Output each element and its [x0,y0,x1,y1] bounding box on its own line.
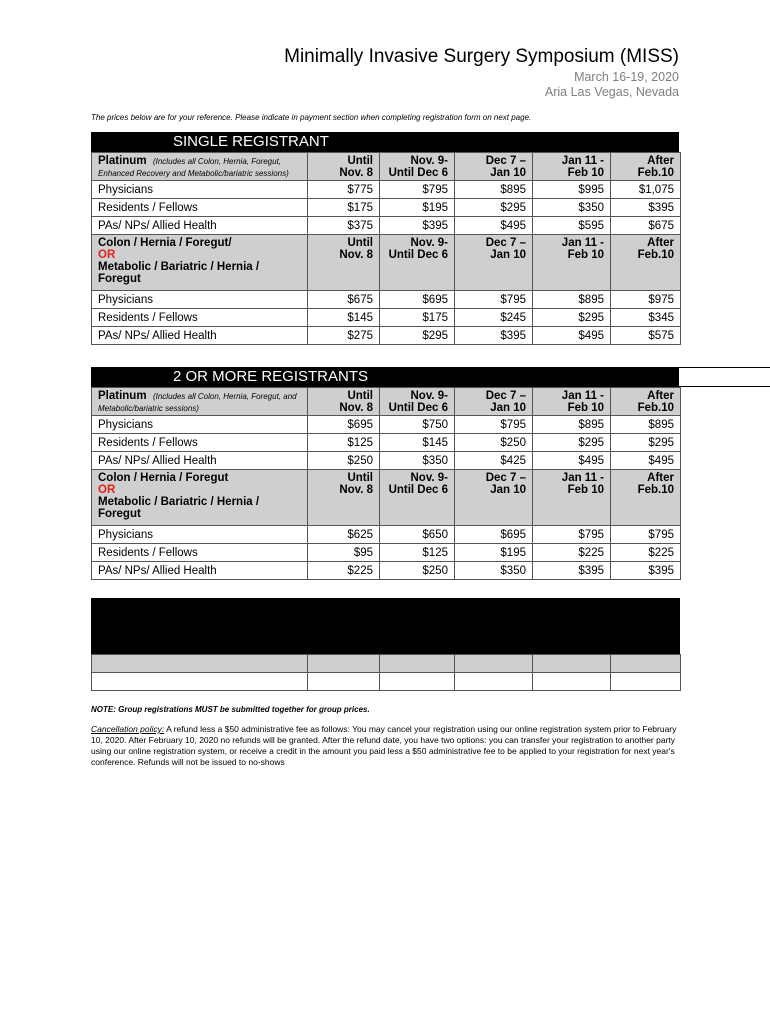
single-banner-label: SINGLE REGISTRANT [173,133,329,150]
col-header: Until Nov. 8 [308,470,380,526]
price-cell: $995 [533,181,611,199]
price-cell: $495 [533,452,611,470]
price-cell: $695 [380,291,455,309]
table-row [92,544,681,562]
price-cell: $395 [611,199,681,217]
price-cell: $895 [533,291,611,309]
col-header: Nov. 9- Until Dec 6 [380,388,455,416]
group-specialty-rows [92,526,681,580]
col-header: Nov. 9- Until Dec 6 [380,153,455,181]
platinum-title: Platinum [98,390,147,402]
price-cell: $350 [455,562,533,580]
col-header: Until Nov. 8 [308,388,380,416]
col-header: Dec 7 – Jan 10 [455,388,533,416]
row-label: Residents / Fellows [92,199,308,217]
table-row [92,655,681,673]
page-title: Minimally Invasive Surgery Symposium (MISS) [284,46,679,67]
price-cell: $225 [611,544,681,562]
price-cell: $145 [308,309,380,327]
table-row [92,309,681,327]
col-header: Jan 11 - Feb 10 [533,235,611,291]
specialty-line2: Metabolic / Bariatric / Hernia / Foregut [98,496,260,520]
table-row [92,526,681,544]
price-cell: $125 [308,434,380,452]
price-cell: $395 [533,562,611,580]
table-row [92,199,681,217]
event-dates: March 16-19, 2020 [574,70,679,84]
or-label: OR [98,484,116,496]
price-cell: $595 [533,217,611,235]
row-label: PAs/ NPs/ Allied Health [92,452,308,470]
price-cell: $650 [380,526,455,544]
group-note: NOTE: Group registrations MUST be submitted together for group prices. [91,705,370,714]
intro-note: The prices below are for your reference. Please indicate in payment section when completing registration form on next page. [91,113,532,122]
single-registrant-banner [91,132,679,152]
price-cell: $895 [533,416,611,434]
col-header: Nov. 9- Until Dec 6 [380,470,455,526]
table-row [92,291,681,309]
col-header: Until Nov. 8 [308,235,380,291]
single-platinum-rows [92,181,681,235]
price-cell: $295 [455,199,533,217]
row-label: Residents / Fellows [92,434,308,452]
blank-table [91,654,681,691]
price-cell: $125 [380,544,455,562]
price-cell: $350 [533,199,611,217]
table-header-row [92,470,681,526]
price-cell: $695 [455,526,533,544]
col-header: After Feb.10 [611,388,681,416]
price-cell: $245 [455,309,533,327]
price-cell: $425 [455,452,533,470]
row-label: PAs/ NPs/ Allied Health [92,327,308,345]
price-cell: $795 [533,526,611,544]
row-label: Physicians [92,526,308,544]
row-label: Physicians [92,291,308,309]
price-cell: $175 [380,309,455,327]
col-header: Until Nov. 8 [308,153,380,181]
divider [679,367,770,368]
price-cell: $295 [611,434,681,452]
price-cell: $275 [308,327,380,345]
price-cell: $895 [611,416,681,434]
col-header: Jan 11 - Feb 10 [533,153,611,181]
col-header: After Feb.10 [611,470,681,526]
event-venue: Aria Las Vegas, Nevada [544,85,679,99]
specialty-line1: Colon / Hernia / Foregut [98,472,229,484]
platinum-title: Platinum [98,155,147,167]
specialty-line1: Colon / Hernia / Foregut/ [98,237,232,249]
price-cell: $350 [380,452,455,470]
platinum-header [92,388,308,416]
specialty-line2: Metabolic / Bariatric / Hernia / Foregut [98,261,260,285]
row-label: Residents / Fellows [92,544,308,562]
table-header-row [92,153,681,181]
price-cell: $395 [380,217,455,235]
table-row [92,434,681,452]
table-row [92,673,681,691]
price-cell: $625 [308,526,380,544]
price-cell: $495 [611,452,681,470]
price-cell: $375 [308,217,380,235]
price-cell: $175 [308,199,380,217]
platinum-header [92,153,308,181]
price-cell: $295 [533,434,611,452]
price-cell: $225 [533,544,611,562]
row-label: Residents / Fellows [92,309,308,327]
table-row [92,327,681,345]
row-label: PAs/ NPs/ Allied Health [92,217,308,235]
table-header-row [92,235,681,291]
price-cell: $575 [611,327,681,345]
table-row [92,217,681,235]
cancellation-text: A refund less a $50 administrative fee as follows: You may cancel your registration using our online registration system prior to February 10, 2020. After February 10, 2020 no refunds will be granted. After the refund date, you have two options: you can transfer your registration to another party using our online registration system, or receive a credit in the amount you paid less a $50 administrative fee to be applied to your registration for next year's conference. Refunds will not be issued to no-shows [91,724,677,767]
group-banner-label: 2 OR MORE REGISTRANTS [173,368,369,385]
price-cell: $195 [455,544,533,562]
price-cell: $675 [308,291,380,309]
price-cell: $795 [455,291,533,309]
group-platinum-rows [92,416,681,470]
table-row [92,181,681,199]
cancellation-label: Cancellation policy: [91,724,165,734]
or-label: OR [98,249,116,261]
divider [679,386,770,387]
col-header: Jan 11 - Feb 10 [533,470,611,526]
price-cell: $675 [611,217,681,235]
price-cell: $495 [455,217,533,235]
price-cell: $895 [455,181,533,199]
price-cell: $250 [455,434,533,452]
price-cell: $775 [308,181,380,199]
price-cell: $695 [308,416,380,434]
price-cell: $145 [380,434,455,452]
group-registrant-banner [91,367,679,387]
specialty-header [92,470,308,526]
col-header: Dec 7 – Jan 10 [455,470,533,526]
price-cell: $225 [308,562,380,580]
row-label: PAs/ NPs/ Allied Health [92,562,308,580]
col-header: After Feb.10 [611,235,681,291]
cancellation-policy [91,724,681,768]
single-specialty-rows [92,291,681,345]
col-header: Dec 7 – Jan 10 [455,153,533,181]
table-row [92,452,681,470]
price-cell: $250 [380,562,455,580]
price-cell: $345 [611,309,681,327]
price-cell: $295 [533,309,611,327]
price-cell: $795 [455,416,533,434]
price-cell: $795 [611,526,681,544]
single-registrant-table [91,152,681,345]
price-cell: $975 [611,291,681,309]
price-cell: $495 [533,327,611,345]
col-header: After Feb.10 [611,153,681,181]
price-cell: $395 [611,562,681,580]
col-header: Jan 11 - Feb 10 [533,388,611,416]
price-cell: $795 [380,181,455,199]
price-cell: $195 [380,199,455,217]
blank-black-section [91,598,680,654]
group-registrant-table [91,387,681,580]
price-cell: $295 [380,327,455,345]
platinum-desc: (Includes all Colon, Hernia, Foregut, and Metabolic/bariatric sessions) [98,392,297,413]
price-cell: $95 [308,544,380,562]
row-label: Physicians [92,181,308,199]
table-header-row [92,388,681,416]
col-header: Nov. 9- Until Dec 6 [380,235,455,291]
price-cell: $250 [308,452,380,470]
specialty-header [92,235,308,291]
col-header: Dec 7 – Jan 10 [455,235,533,291]
row-label: Physicians [92,416,308,434]
price-cell: $1,075 [611,181,681,199]
table-row [92,416,681,434]
table-row [92,562,681,580]
price-cell: $395 [455,327,533,345]
price-cell: $750 [380,416,455,434]
platinum-desc: (Includes all Colon, Hernia, Foregut, Enhanced Recovery and Metabolic/bariatric sessions) [98,157,289,178]
